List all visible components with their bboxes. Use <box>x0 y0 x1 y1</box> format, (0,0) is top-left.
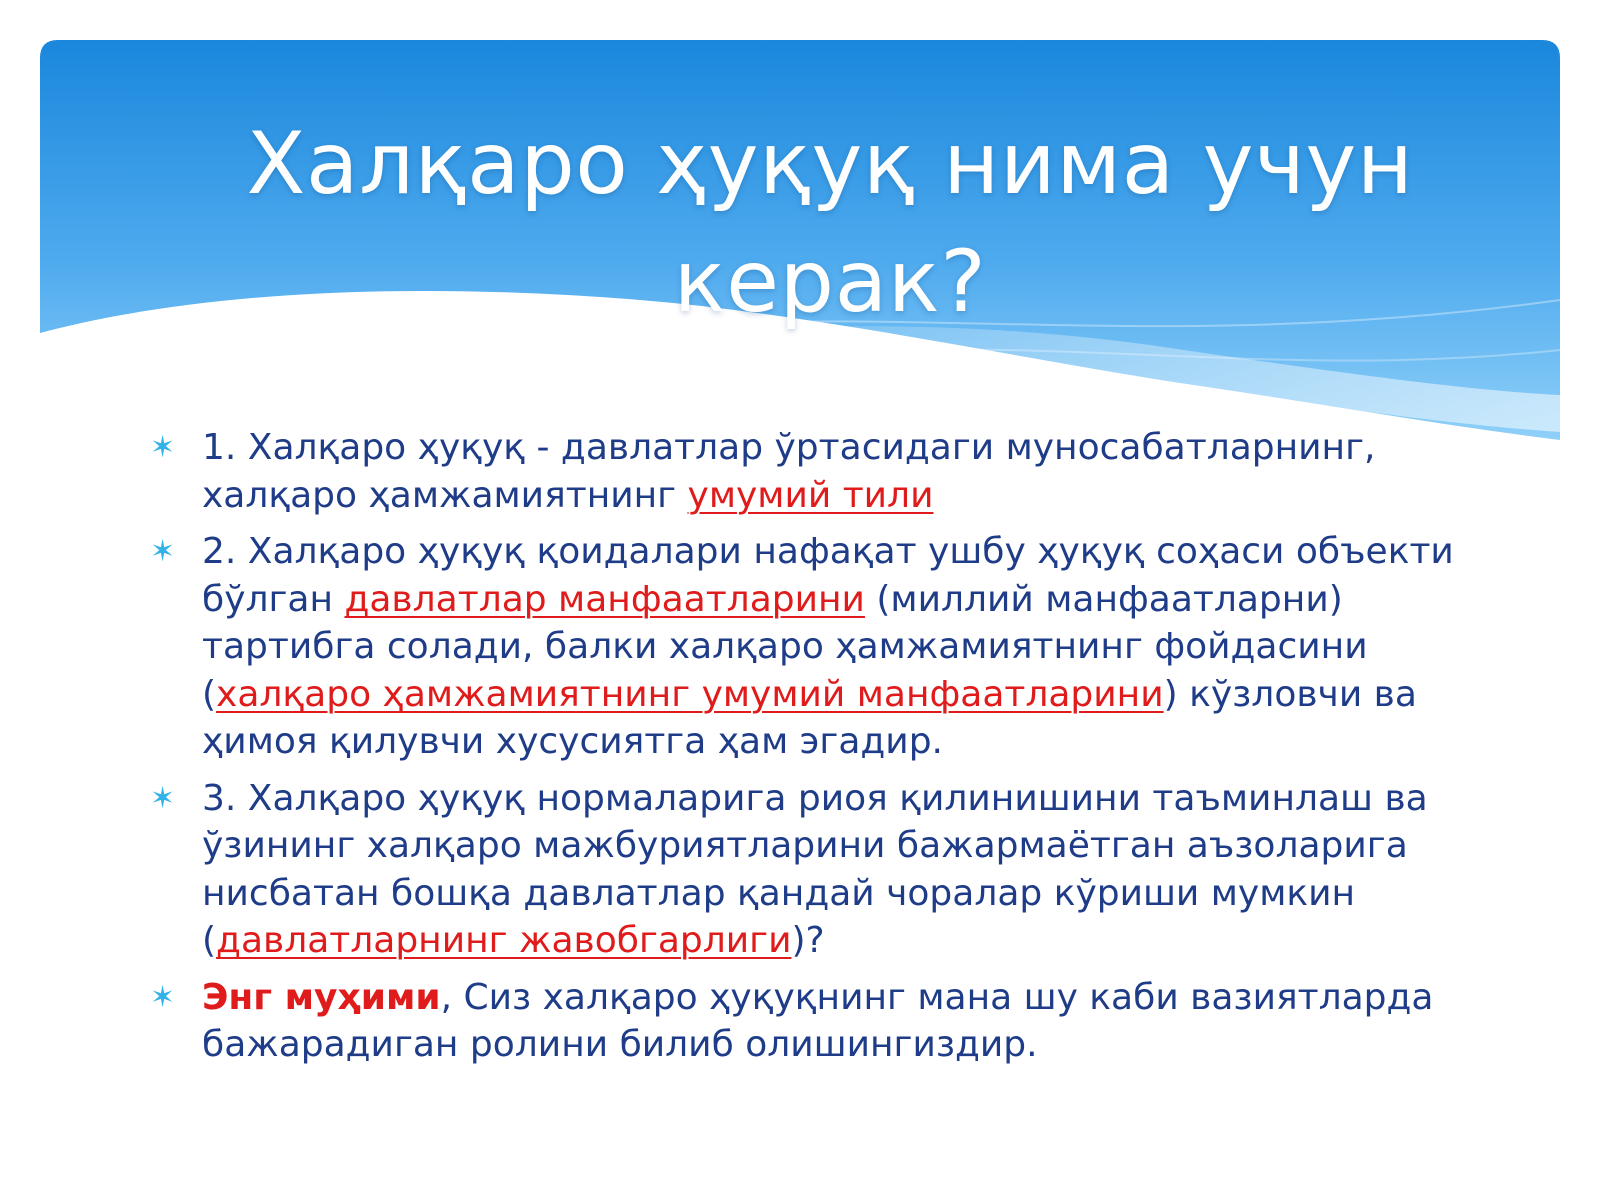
asterisk-icon: ✶ <box>150 979 176 1015</box>
item-link[interactable]: давлатлар манфаатларини <box>344 578 865 620</box>
item-link[interactable]: умумий тили <box>687 474 934 516</box>
item-text: ) кўзловчи ва ҳимоя қилувчи хусусиятга ҳам эгадир. <box>202 673 1417 762</box>
bullet-list <box>150 424 1520 1078</box>
list-item <box>150 528 1520 766</box>
asterisk-icon: ✶ <box>150 430 176 465</box>
asterisk-icon: ✶ <box>150 534 176 569</box>
item-text: , Сиз халқаро ҳуқуқнинг мана шу каби вазиятларда бажарадиган ролини билиб олишингиздир. <box>202 976 1434 1065</box>
item-text: )? <box>791 920 825 961</box>
item-emphasis: Энг муҳими <box>202 976 441 1018</box>
list-item <box>150 775 1520 965</box>
item-link[interactable]: халқаро ҳамжамиятнинг умумий манфаатларини <box>216 673 1164 715</box>
slide-title: Халқаро ҳуқуқ нима учун керак? <box>246 114 1414 332</box>
list-item <box>150 974 1520 1069</box>
asterisk-icon: ✶ <box>150 780 176 816</box>
item-link[interactable]: давлатларнинг жавобгарлиги <box>216 920 792 961</box>
list-item <box>150 424 1520 519</box>
item-text: 2. Халқаро ҳуқуқ қоидалари нафақат ушбу ҳуқуқ соҳаси объекти бўлган <box>202 531 1454 620</box>
item-text: 1. Халқаро ҳуқуқ - давлатлар ўртасидаги муносабатларнинг, халқаро ҳамжамиятнинг <box>202 427 1376 516</box>
item-text: (миллий манфаатларни) тартибга солади, балки халқаро ҳамжамиятнинг фойдасини ( <box>202 578 1368 715</box>
item-text: 3. Халқаро ҳуқуқ нормаларига риоя қилинишини таъминлаш ва ўзининг халқаро мажбуриятларини бажармаётган аъзоларига нисбатан бошқа давлатлар қандай чоралар кўриши мумкин ( <box>202 777 1428 961</box>
